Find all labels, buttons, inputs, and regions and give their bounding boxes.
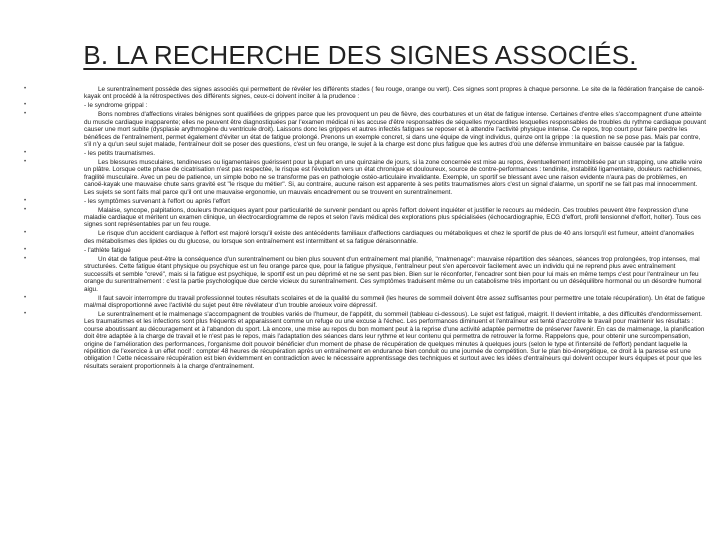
bullet-heading	[24, 102, 706, 109]
bullet-paragraph	[24, 311, 706, 370]
paragraph-text: Les blessures musculaires, tendineuses ou ligamentaires guérissent pour la plupart en une quinzaine de jours, si la zone concernée est mise au repos, éventuellement immobilisée par un strapping, une attelle voire un plâtre. Lorsque cette phase de cicatrisation n'est pas respectée, le risque est l'évolution vers un état chronique et douloureux, source de contre-performances : tendinite, instabilité ligamentaire, douleurs rachidiennes, fragilité musculaire. Avec un peu de patience, un simple bobo ne se transforme pas en pathologie ostéo-articulaire invalidante. Exemple, un sportif se blessant avec une raison evidente n'aura pas de problèmes, en canoë-kayak une mauvaise chute sans gravité est "le risque du métier". Si, au contraire, aucune raison est apparente à ses petits traumatismes alors c'est un signal d'alarme, un sportif ne se fait pas mal innocemment. Les sujets se sont faits mal parce qu'il ont une mauvaise ergonomie, un mauvais encadrement ou se trouvent en surentraînement.	[84, 159, 703, 196]
bullet-paragraph	[24, 159, 706, 196]
paragraph-text: - l'athlète fatigué	[84, 246, 131, 254]
bullet-heading	[24, 247, 706, 254]
bullet-paragraph	[24, 230, 706, 245]
bullet-heading	[24, 198, 706, 205]
bullet-paragraph	[24, 111, 706, 148]
bullet-paragraph	[24, 207, 706, 229]
paragraph-text: - les petits traumatismes.	[84, 150, 156, 158]
paragraph-text: - le syndrome grippal :	[84, 102, 148, 110]
paragraph-text: Il faut savoir interrompre du travail professionnel toutes résultats scolaires et de la qualité du sommeil (les heures de sommeil doivent être assez suffisantes pour permettre une totale récupération). Un état de fatigue mal/mal disproportionné avec l'activité du sujet peut être révélateur d'un trouble anxieux voire dépressif.	[84, 294, 705, 309]
paragraph-text: Bons nombres d'affections virales bénignes sont qualifiées de grippes parce que les provoquent un peu de fièvre, des courbatures et un état de fatigue intense. Certaines d'entre elles s'accompagnent d'une atteinte du muscle cardiaque inapparente; elles ne peuvent être diagnostiquées par l'examen médical ni les accuse d'être responsables de séquelles myocardites lesquelles responsables de troubles du rythme cardiaque pouvant causer une mort subite (dysplasie arythmogène du ventricule droit). Laissons donc les grippes et autres infectés fatigues se reposer et à attendre l'activité physique intense. Ce repos, trop court pour faire perdre les bénéfices de l'entraînement, permet également d'éviter un état de fatigue prolongé. Prenons un exemple concret, si dans une équipe de vingt individus, quinze ont la grippe : la question ne se pose pas. Mais par contre, s'il n'y a qu'un seul sujet malade, l'entraîneur doit se poser des questions, c'est un feu orange, le sujet à la charge est donc plus fatigue que les autres d'où une défense immunitaire en baisse causée par la fatigue.	[84, 111, 706, 149]
bullet-paragraph	[24, 256, 706, 293]
slide-title: B. LA RECHERCHE DES SIGNES ASSOCIÉS.	[83, 40, 637, 70]
paragraph-text: Le risque d'un accident cardiaque à l'effort est majoré lorsqu'il existe des antécédents familiaux d'affections cardiaques ou métaboliques et chez le sportif de plus de 40 ans lorsqu'il est fumeur, atteint d'anomalies des métabolismes des lipides ou du glucose, ou lorsque son entraînement est intermittent et sa fatigue déraisonnable.	[84, 230, 695, 245]
paragraph-text: Le surentraînement et le malmenage s'accompagnent de troubles variés de l'humeur, de l'appétit, du sommeil (tableau ci-dessous). Le sujet est fatigué, maigrit. Il devient irritable, a des difficultés d'endormissement. Les traumatismes et les infections sont plus fréquents et apparaissent comme un refuge ou une excuse à l'échec. Les performances diminuent et l'entraîneur est tenté d'accroître le travail pour maintenir les résultats : course aboutissant au découragement et à l'abandon du sport. Là encore, une mise au repos du bon moment peut à la reprise d'une activité adaptée permettre de préserver l'avenir. En cas de malmenage, la planification doit être adaptée à la charge de travail et le n'est pas le repos, mais l'adaptation des séances dans leur rythme et leur contenu qui permettra de retrouver la forme. Rappelons que, pour obtenir une surcompensation, origine de l'amélioration des performances, l'organisme doit pouvoir bénéficier d'un moment de phase de récupération de quelques minutes à quelques jours (selon le type et l'intensité de l'effort) pendant laquelle la répétition de l'exercice à un effet nocif : compter 48 heures de récupération après un entraînement en endurance bien conduit ou une journée de compétition. Sur le plan bio-énergétique, ce droit à la paresse est une obligation ! Cette nécessaire récupération est bien évidemment en contradiction avec le nécessaire apprentissage des techniques et surtout avec les idées d'entraîneurs qui doivent occuper leurs équipes et pour que les résultats seraient proportionnels à la charge d'entraînement.	[84, 310, 705, 370]
bullet-paragraph	[24, 295, 706, 310]
paragraph-text: - les symptômes survenant à l'effort ou après l'effort	[84, 197, 231, 205]
paragraph-text: Malaise, syncope, palpitations, douleurs thoraciques ayant pour particularité de survenir pendant ou après l'effort doivent inquiéter et justifier le recours au médecin. Ces troubles peuvent être l'expression d'une maladie cardiaque et méritent un examen clinique, un électrocardiogramme de repos et selon l'avis médical des explorations plus spécialisées (échocardiographie, ECG d'effort, profil tensionnel d'effort, holter). Tous ces signes sont représentables par un feu rouge.	[84, 206, 701, 229]
bullet-heading	[24, 150, 706, 157]
paragraph-text: Le surentraînement possède des signes associés qui permettent de révéler les différents stades ( feu rouge, orange ou vert). Ces signes sont propres à chaque personne. Le site de la fédération française de canoë-kayak ont procédé à la rétrospectives des différents signes, ceux-ci doivent inciter à la prudence :	[84, 86, 705, 101]
bullet-paragraph	[24, 86, 706, 101]
paragraph-text: Un état de fatigue peut-être la conséquence d'un surentraînement ou bien plus souvent d'un entraînement mal planifié, "malmenage": mauvaise répartition des séances, séances trop prolongées, trop intenses, mal structurées. Cette fatigue étant physique ou psychique est un feu orange parce que, pour la fatigue physique, l'entraîneur peut s'en apercevoir facilement avec un individu qui ne reprend plus avec entraînement successifs et semble "crevé", mais si la fatigue est psychique, le sportif est un peu déprimé et ne se sent pas bien. Bien sur le réconforter, l'encadrer sont bien pour lui mais en même temps c'est pour l'entraîneur un feu orange du surentraînement : c'est la partie psychologique due cercle vicieux du surentraînement. Ces symptômes traduisent même ou un catabolisme très important ou un déséquilibre hormonal ou un désordre humoral aigu.	[84, 255, 702, 293]
slide-body	[24, 86, 706, 372]
